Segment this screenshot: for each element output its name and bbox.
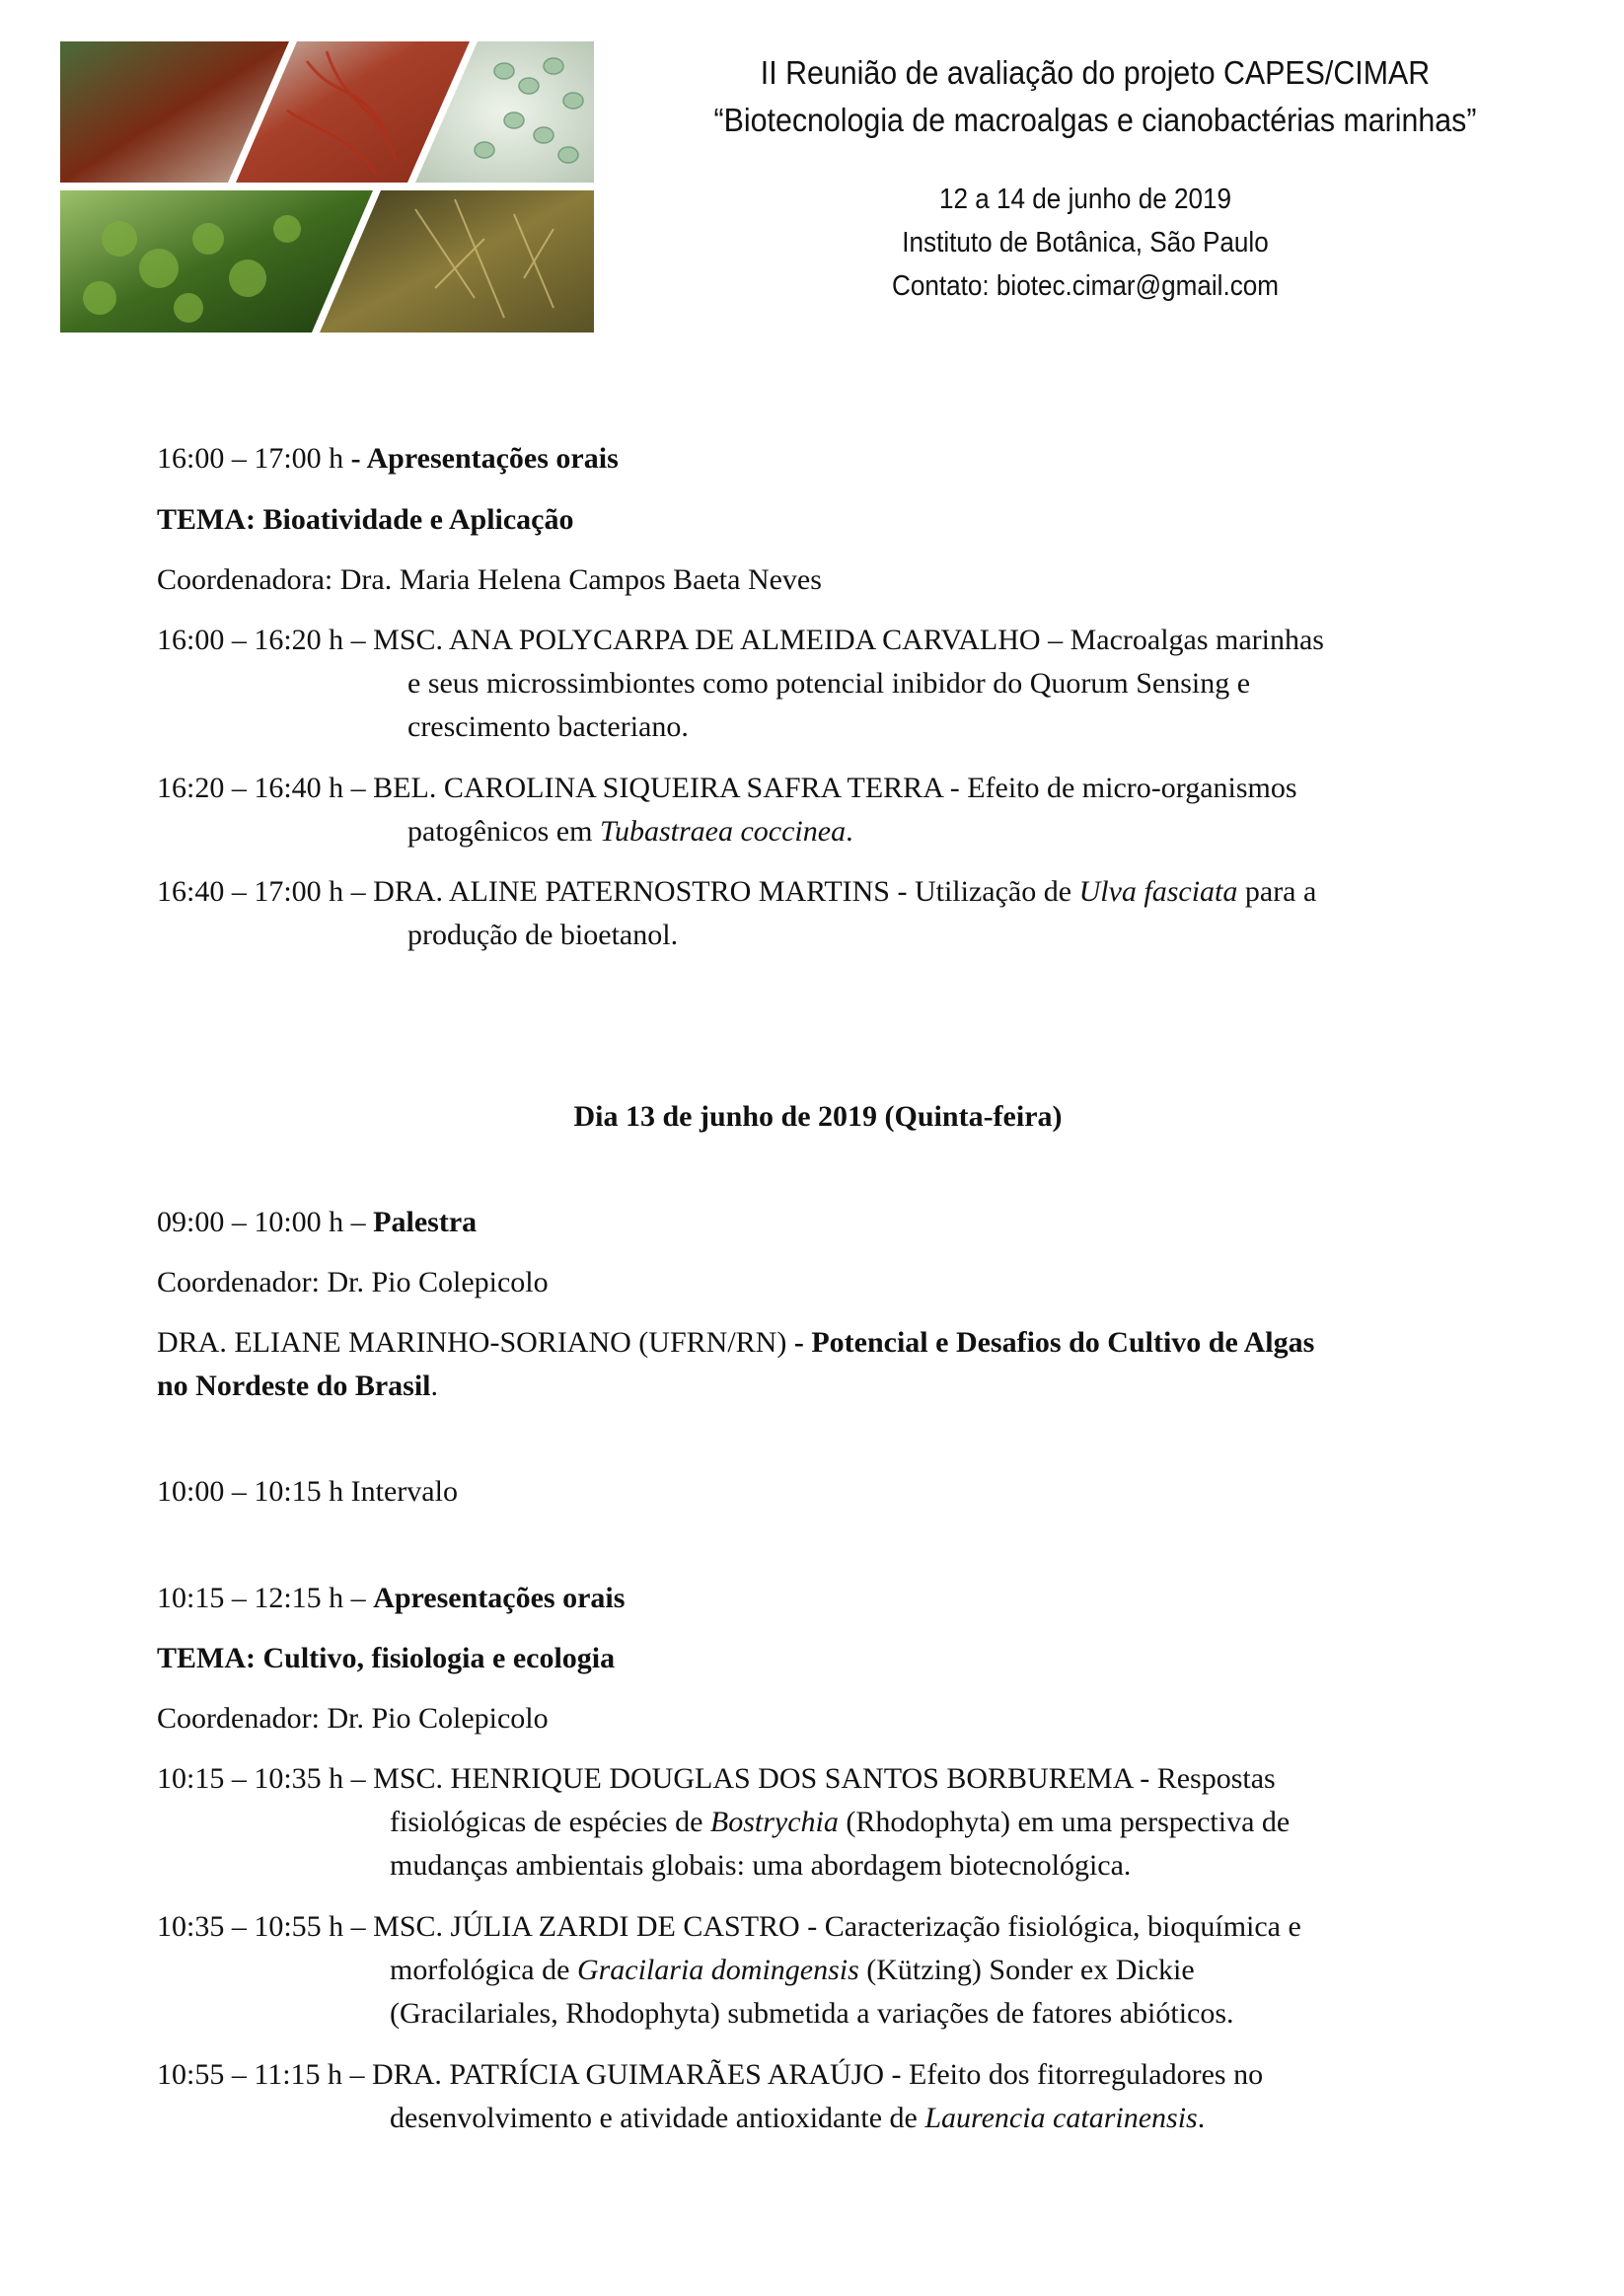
event-contact: Contato: biotec.cimar@gmail.com <box>891 270 1280 302</box>
talk-6-line2-post: . <box>1197 2102 1206 2134</box>
talk-4-genus: Bostrychia <box>709 1806 839 1838</box>
talk-3-lead-pre: 16:40 – 17:00 h – DRA. ALINE PATERNOSTRO MARTINS - Utilização de <box>157 875 1079 908</box>
header-algae-collage <box>60 41 594 333</box>
session1-title: Apresentações orais <box>366 442 619 475</box>
talk-2-line2-pre: patogênicos em <box>407 815 600 848</box>
talk-6-line2-pre: desenvolvimento e atividade antioxidante de <box>390 2102 925 2134</box>
session1-header <box>157 437 619 481</box>
keynote-speaker: DRA. ELIANE MARINHO-SORIANO (UFRN/RN) <box>157 1326 794 1359</box>
keynote-end: . <box>430 1370 438 1402</box>
talk-5-line3: (Gracilariales, Rhodophyta) submetida a variações de fatores abióticos. <box>390 1997 1234 2030</box>
talk-4-lead: 10:15 – 10:35 h – MSC. HENRIQUE DOUGLAS DOS SANTOS BORBUREMA - Respostas <box>157 1762 1276 1795</box>
keynote-title-line2: no Nordeste do Brasil <box>157 1370 431 1402</box>
session1-theme: TEMA: Bioatividade e Aplicação <box>157 503 574 536</box>
talk-5-line2-pre: morfológica de <box>390 1954 577 1986</box>
session2-header <box>157 1201 477 1244</box>
day-heading: Dia 13 de junho de 2019 (Quinta-feira) <box>573 1100 1063 1133</box>
talk-4-line3: mudanças ambientais globais: uma abordagem biotecnológica. <box>390 1849 1132 1882</box>
talk-5-line2 <box>390 1949 1195 1992</box>
talk-5-species: Gracilaria domingensis <box>576 1954 859 1986</box>
talk-6-line2 <box>390 2097 1205 2140</box>
session3-coordinator: Coordenador: Dr. Pio Colepicolo <box>157 1702 549 1735</box>
event-title-line1: II Reunião de avaliação do projeto CAPES/CIMAR <box>760 54 1431 91</box>
talk-4-line2 <box>390 1801 1290 1844</box>
talk-3-lead <box>157 870 1316 914</box>
talk-4-line2-post: (Rhodophyta) em uma perspectiva de <box>838 1806 1291 1838</box>
session2-time: 09:00 – 10:00 h – <box>157 1206 374 1238</box>
keynote-line1 <box>157 1321 1314 1365</box>
talk-1-line2: e seus microssimbiontes como potencial inibidor do Quorum Sensing e <box>407 667 1251 700</box>
event-venue: Instituto de Botânica, São Paulo <box>902 227 1269 259</box>
talk-3-line2: produção de bioetanol. <box>407 919 679 951</box>
session3-title: Apresentações orais <box>373 1582 626 1614</box>
session1-coordinator: Coordenadora: Dra. Maria Helena Campos Baeta Neves <box>157 563 822 596</box>
event-title-line2: “Biotecnologia de macroalgas e cianobactérias marinhas” <box>713 102 1477 138</box>
event-dates: 12 a 14 de junho de 2019 <box>938 184 1232 215</box>
session3-time: 10:15 – 12:15 h – <box>157 1582 374 1614</box>
keynote-title-line1: Potencial e Desafios do Cultivo de Algas <box>811 1326 1315 1359</box>
talk-6-species: Laurencia catarinensis <box>924 2102 1198 2134</box>
event-info <box>766 178 1405 308</box>
talk-2-lead: 16:20 – 16:40 h – BEL. CAROLINA SIQUEIRA SAFRA TERRA - Efeito de micro-organismos <box>157 772 1297 804</box>
talk-5-lead: 10:35 – 10:55 h – MSC. JÚLIA ZARDI DE CASTRO - Caracterização fisiológica, bioquímica e <box>157 1910 1301 1943</box>
talk-2-line2 <box>407 810 853 853</box>
break-line: 10:00 – 10:15 h Intervalo <box>157 1475 458 1508</box>
talk-1-line3: crescimento bacteriano. <box>407 710 689 743</box>
keynote-sep: - <box>793 1326 812 1359</box>
session2-title: Palestra <box>373 1206 478 1238</box>
talk-4-line2-pre: fisiológicas de espécies de <box>390 1806 710 1838</box>
talk-2-line2-post: . <box>846 815 853 848</box>
session1-sep: - <box>343 442 367 475</box>
session2-coordinator: Coordenador: Dr. Pio Colepicolo <box>157 1266 549 1298</box>
talk-1-lead: 16:00 – 16:20 h – MSC. ANA POLYCARPA DE ALMEIDA CARVALHO – Macroalgas marinhas <box>157 624 1324 656</box>
talk-6-lead: 10:55 – 11:15 h – DRA. PATRÍCIA GUIMARÃES ARAÚJO - Efeito dos fitorreguladores no <box>157 2058 1264 2091</box>
session3-header <box>157 1577 625 1620</box>
keynote-line2 <box>157 1365 438 1408</box>
event-title <box>669 49 1522 144</box>
session3-theme: TEMA: Cultivo, fisiologia e ecologia <box>157 1642 616 1674</box>
talk-5-line2-post: (Kützing) Sonder ex Dickie <box>858 1954 1195 1986</box>
talk-2-species: Tubastraea coccinea <box>599 815 847 848</box>
talk-3-species: Ulva fasciata <box>1078 875 1238 908</box>
session1-time: 16:00 – 17:00 h <box>157 442 344 475</box>
talk-3-lead-post: para a <box>1237 875 1317 908</box>
